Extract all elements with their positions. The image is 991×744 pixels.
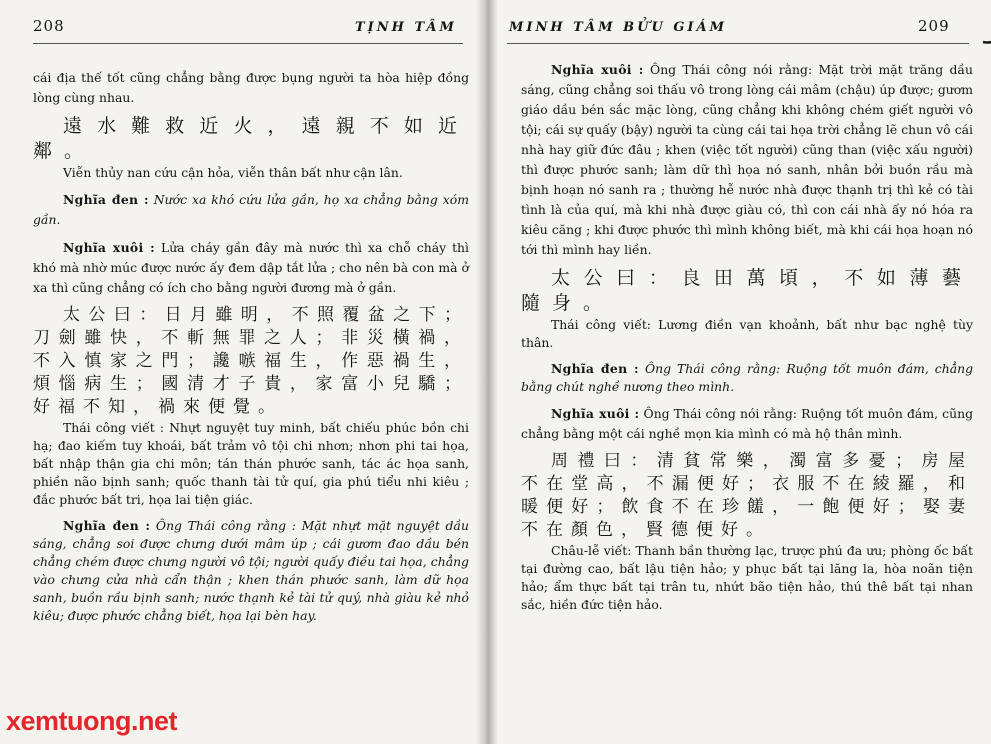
plain-meaning — [521, 60, 973, 260]
label-literal: Nghĩa đen : — [63, 518, 151, 533]
watermark: xemtuong.net — [6, 706, 178, 736]
running-head: MINH TÂM BỬU GIÁM — [509, 20, 727, 35]
right-page — [485, 0, 991, 744]
left-page-body — [33, 68, 469, 625]
transliteration: Thái công viết : Nhựt nguyệt tuy minh, bất chiếu phúc bồn chi hạ; đao kiếm tuy khoái, bất trảm vô tội chi nhơn; nhơn phi tai họa, bất nhập thận gia chi môn; tán thán phước sanh, tác ác họa sanh, phiền não bịnh sanh; quốc thanh tài tử quí, gia phú tiểu nhi kiêu ; đắc phước bất tri, họa lai tiện giác. — [33, 420, 469, 507]
plain-text: Lửa cháy gần đây mà nước thì xa chỗ cháy thì khó mà nhờ múc được nước ấy đem dập tắt lửa ; cho nên bà con mà ở xa thì cũng chẳng có ích cho bằng người đương mà ở gần. — [33, 240, 469, 295]
running-head: TỊNH TÂM — [355, 20, 457, 35]
chinese-passage: 太公曰：日月雖明，不照覆盆之下；刀劍雖快，不斬無罪之人；非災橫禍，不入慎家之門；讒嗾福生，作惡禍生，煩惱病生；國清才子貴，家富小兒驕；好福不知，禍來便覺。 — [33, 305, 469, 417]
transliteration: Châu-lễ viết: Thanh bần thường lạc, trược phú đa ưu; phòng ốc bất tại đường cao, bất lậu tiện hảo; y phục bất tại lăng la, hòa noãn tiện hảo; ẩm thực bất tại trân tu, nhứt bão tiện hảo, thú thê bất tại nhan sắc, hiền đức tiện hảo. — [521, 543, 973, 612]
paragraph: cái địa thế tốt cũng chẳng bằng được bụng người ta hòa hiệp đồng lòng cùng nhau. — [33, 70, 469, 105]
label-literal: Nghĩa đen : — [551, 361, 639, 376]
literal-text: Nước xa khó cứu lửa gần, họ xa chẳng bằng xóm gần. — [33, 192, 469, 227]
literal-meaning — [521, 360, 973, 396]
chinese-proverb: 太公曰：良田萬頃，不如薄藝隨身。 — [521, 267, 973, 314]
plain-text: Ông Thái công nói rằng: Mặt trời mặt trăng dầu sáng, cũng chẳng soi thấu vô trong lòng cái mâm (chậu) úp được; gươm giáo dầu bén sắc mặc lòng, cũng chẳng khi không chém giết người vô tội; cái sự quấy (bậy) người ta cùng cái tai họa trời chẳng lẽ chun vô cái nhà hay giữ đức đâu ; khen (việc tốt người) cũng than (việc xấu người) thì được phước sanh; làm dữ thì họa nó sanh, nhân bởi buồn rầu mà bịnh hoạn nó sanh ra ; thường hễ nước nhà được thạnh trị thì kẻ có tài tình là của quí, mà khi nhà được giàu có, thì con cái nhà ấy nó hóa ra kiêu căng ; khi được phước thì mình không biết, mà khi cái họa hoạn nó tới thì mình hay liền. — [521, 62, 973, 257]
literal-text: Ông Thái công rằng : Mặt nhựt mặt nguyệt dầu sáng, chẳng soi được chưng dưới mâm úp ; cái gươm đao dầu bén chẳng chém được chưng người vô tội; người quấy điều tai họa, chẳng vào chưng cửa nhà cẩn thận ; khen thán phước sanh, làm dữ họa sanh, buồn rầu bịnh sanh; nước thạnh kẻ tài tử quý, nhà giàu kẻ nhỏ kiêu; được phước chẳng biết, họa lại bèn hay. — [33, 518, 469, 623]
book-gutter — [476, 0, 498, 744]
label-literal: Nghĩa đen : — [63, 192, 149, 207]
plain-text: Ông Thái công nói rằng: Ruộng tốt muôn đám, cũng chẳng bằng một cái nghề mọn kia mình có mà hộ thân mình. — [521, 406, 973, 441]
plain-meaning — [33, 238, 469, 298]
label-plain: Nghĩa xuôi : — [63, 240, 155, 255]
page-number: 209 — [918, 17, 950, 35]
chinese-passage: 周禮曰：清貧常樂，濁富多憂；房屋不在堂高，不漏便好；衣服不在綾羅，和暖便好；飲食不在珍饈，一飽便好；娶妻不在顏色，賢德便好。 — [521, 451, 973, 540]
right-page-body — [521, 60, 973, 614]
ornament-swash — [981, 31, 991, 45]
plain-meaning — [521, 404, 973, 444]
transliteration: Thái công viết: Lương điền vạn khoảnh, bất như bạc nghệ tùy thân. — [521, 317, 973, 350]
left-page — [0, 0, 485, 744]
label-plain: Nghĩa xuôi : — [551, 406, 640, 421]
chinese-proverb: 遠水難救近火，遠親不如近鄰。 — [33, 115, 469, 162]
literal-meaning — [33, 517, 469, 625]
header-rule — [33, 43, 463, 44]
literal-text: Ông Thái công rằng: Ruộng tốt muôn đám, chẳng bằng chút nghề nương theo mình. — [521, 361, 973, 394]
label-plain: Nghĩa xuôi : — [551, 62, 644, 77]
header-rule — [507, 43, 969, 44]
page-number: 208 — [33, 17, 65, 35]
transliteration: Viễn thủy nan cứu cận hỏa, viễn thân bất như cận lân. — [63, 165, 403, 180]
literal-meaning — [33, 190, 469, 230]
